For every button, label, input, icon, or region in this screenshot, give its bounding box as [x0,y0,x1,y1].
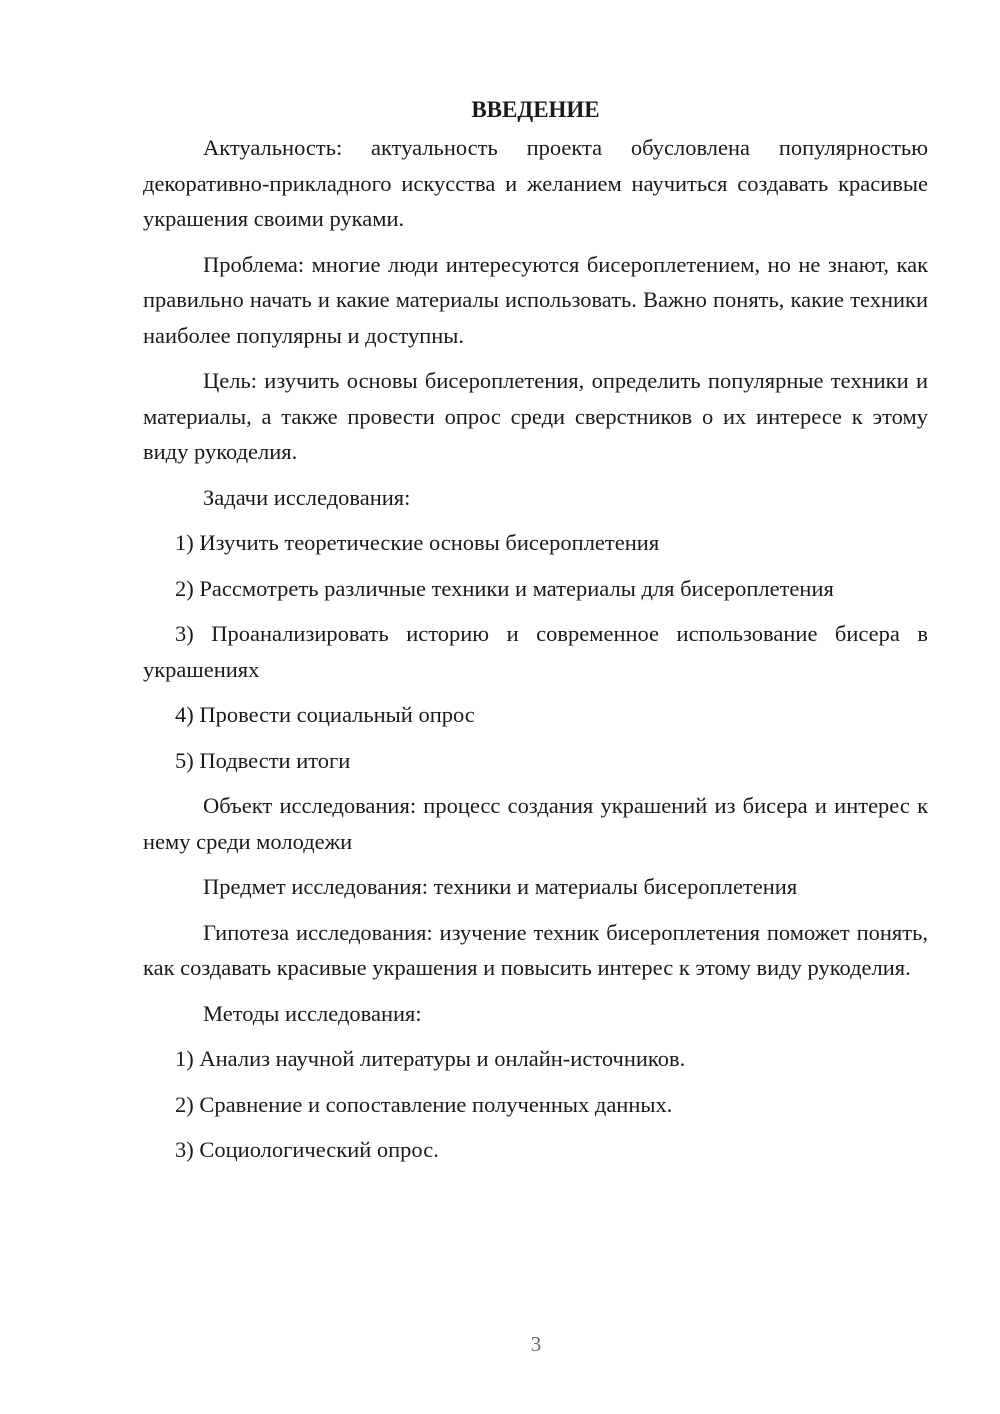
page-number: 3 [530,1332,542,1356]
document-page [143,92,928,1178]
task-item-4: 4) Провести социальный опрос [175,702,475,727]
object-paragraph: Объект исследования: процесс создания украшений из бисера и интерес к нему среди молодежи [143,793,928,854]
method-item-1: 1) Анализ научной литературы и онлайн-источников. [175,1046,686,1071]
problem-paragraph: Проблема: многие люди интересуются бисероплетением, но не знают, как правильно начать и какие материалы использовать. Важно понять, какие техники наиболее популярны и доступны. [143,251,928,348]
task-item-2: 2) Рассмотреть различные техники и материалы для бисероплетения [175,575,834,601]
subject-paragraph: Предмет исследования: техники и материалы бисероплетения [203,874,798,899]
goal-paragraph: Цель: изучить основы бисероплетения, определить популярные техники и материалы, а также провести опрос среди сверстников о их интересе к этому виду рукоделия. [143,368,928,464]
method-item-2: 2) Сравнение и сопоставление полученных данных. [175,1091,673,1117]
task-item-3: 3) Проанализировать историю и современное использование бисера в украшениях [143,621,928,682]
relevance-paragraph: Актуальность: актуальность проекта обусловлена популярностью декоративно-прикладного искусства и желанием научиться создавать красивые украшения своими руками. [143,135,928,231]
tasks-heading: Задачи исследования: [203,484,411,510]
task-item-5: 5) Подвести итоги [175,747,351,773]
methods-heading: Методы исследования: [203,1000,422,1026]
method-item-3: 3) Социологический опрос. [175,1137,439,1162]
hypothesis-paragraph: Гипотеза исследования: изучение техник бисероплетения поможет понять, как создавать красивые украшения и повысить интерес к этому виду рукоделия. [143,919,928,980]
section-title: ВВЕДЕНИЕ [471,97,600,122]
task-item-1: 1) Изучить теоретические основы бисероплетения [175,530,660,555]
